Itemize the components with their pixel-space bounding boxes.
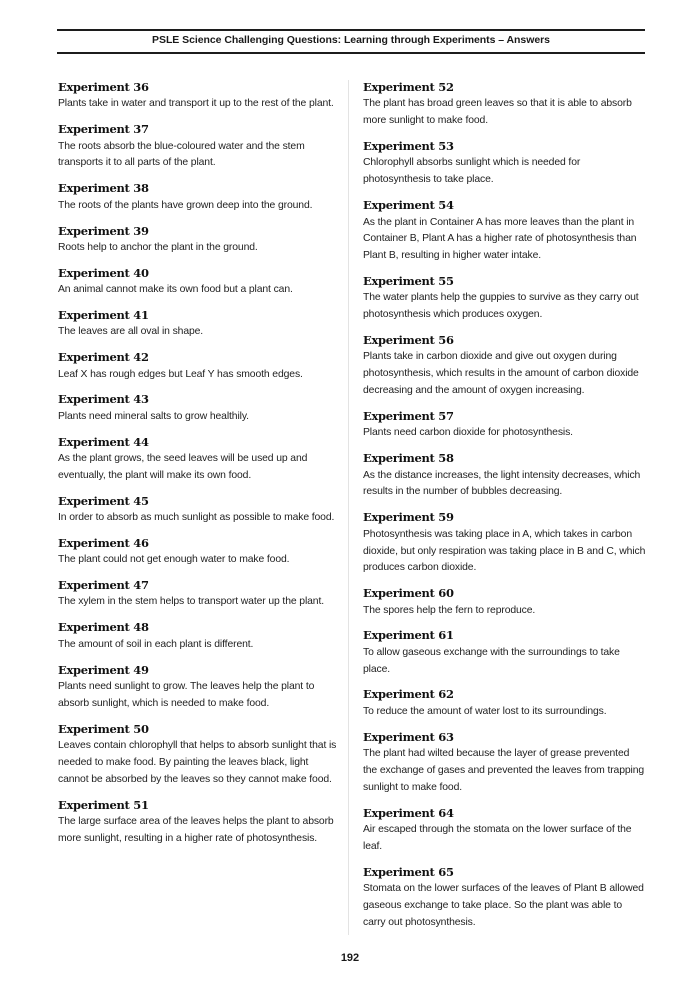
running-head bbox=[57, 29, 645, 54]
experiment-answer-text: Photosynthesis was taking place in A, which takes in carbon dioxide, but only respiration was taking place in B and C, which produces carbon dioxide. bbox=[363, 528, 646, 574]
header-title: PSLE Science Challenging Questions: Learning through Experiments – Answers bbox=[152, 34, 550, 46]
experiment-answer-text: Leaves contain chlorophyll that helps to absorb sunlight that is needed to make food. By painting the leaves black, light cannot be absorbed by the leaves so they cannot make food. bbox=[58, 739, 337, 785]
answers-columns bbox=[58, 80, 646, 935]
experiment-answer-text: Stomata on the lower surfaces of the leaves of Plant B allowed gaseous exchange to take place. So the plant was able to carry out photosynthesis. bbox=[363, 883, 644, 928]
experiment-heading: Experiment 63 bbox=[363, 729, 454, 744]
experiment-answer-text: As the distance increases, the light intensity decreases, which results in the number of bubbles decreasing. bbox=[363, 469, 641, 498]
experiment-heading: Experiment 57 bbox=[363, 409, 454, 423]
answer-entry bbox=[363, 409, 646, 442]
experiment-answer-text: The water plants help the guppies to survive as they carry out photosynthesis which produces oxygen. bbox=[363, 292, 639, 321]
page-number: 192 bbox=[340, 952, 360, 964]
experiment-answer-text: The amount of soil in each plant is different. bbox=[58, 638, 254, 650]
answer-entry bbox=[58, 435, 341, 485]
experiment-heading: Experiment 60 bbox=[363, 586, 454, 601]
experiment-answer-text: The plant could not get enough water to make food. bbox=[58, 554, 290, 566]
experiment-answer-text: The plant had wilted because the layer of grease prevented the exchange of gases and prevented the leaves from trapping sunlight to make food. bbox=[363, 748, 645, 793]
experiment-heading: Experiment 38 bbox=[58, 181, 149, 196]
answer-entry bbox=[58, 578, 341, 611]
answer-entry bbox=[58, 620, 341, 653]
answer-entry bbox=[58, 722, 341, 789]
experiment-answer-text: Plants need carbon dioxide for photosynthesis. bbox=[363, 427, 573, 439]
left-column bbox=[58, 80, 341, 935]
answer-entry bbox=[58, 266, 341, 299]
experiment-heading: Experiment 46 bbox=[58, 535, 149, 550]
experiment-answer-text: Plants take in water and transport it up to the rest of the plant. bbox=[58, 98, 334, 110]
experiment-answer-text: Plants take in carbon dioxide and give out oxygen during photosynthesis, which results in the amount of carbon dioxide decreasing and the amount of oxygen increasing. bbox=[363, 351, 639, 397]
answer-entry bbox=[363, 510, 646, 577]
experiment-answer-text: An animal cannot make its own food but a plant can. bbox=[58, 284, 293, 296]
experiment-heading: Experiment 41 bbox=[58, 307, 149, 322]
experiment-heading: Experiment 55 bbox=[363, 274, 454, 289]
experiment-heading: Experiment 51 bbox=[58, 797, 149, 812]
experiment-answer-text: As the plant in Container A has more leaves than the plant in Container B, Plant A has a higher rate of photosynthesis than Plant B, resulting in higher water intake. bbox=[363, 216, 637, 262]
experiment-answer-text: Roots help to anchor the plant in the ground. bbox=[58, 241, 258, 253]
experiment-heading: Experiment 42 bbox=[58, 350, 149, 365]
experiment-answer-text: In order to absorb as much sunlight as possible to make food. bbox=[58, 512, 335, 524]
experiment-heading: Experiment 47 bbox=[58, 578, 149, 593]
experiment-heading: Experiment 58 bbox=[363, 451, 454, 466]
experiment-answer-text: Chlorophyll absorbs sunlight which is needed for photosynthesis to take place. bbox=[363, 157, 581, 186]
answer-entry bbox=[363, 687, 646, 720]
experiment-heading: Experiment 64 bbox=[363, 805, 454, 820]
answer-entry bbox=[58, 80, 341, 113]
answer-entry bbox=[363, 333, 646, 400]
experiment-heading: Experiment 48 bbox=[58, 620, 149, 635]
experiment-answer-text: The leaves are all oval in shape. bbox=[58, 326, 204, 338]
experiment-heading: Experiment 45 bbox=[58, 493, 149, 508]
experiment-heading: Experiment 43 bbox=[58, 392, 149, 407]
experiment-heading: Experiment 61 bbox=[363, 628, 454, 643]
answer-entry bbox=[363, 274, 646, 324]
answer-entry bbox=[58, 181, 341, 214]
experiment-heading: Experiment 56 bbox=[363, 333, 454, 348]
experiment-answer-text: The roots of the plants have grown deep into the ground. bbox=[58, 199, 313, 211]
answer-entry bbox=[363, 80, 646, 130]
answer-entry bbox=[58, 350, 341, 383]
experiment-answer-text: The spores help the fern to reproduce. bbox=[363, 604, 536, 616]
answer-entry bbox=[58, 224, 341, 257]
experiment-heading: Experiment 50 bbox=[58, 721, 149, 736]
experiment-heading: Experiment 62 bbox=[363, 687, 454, 702]
experiment-answer-text: The xylem in the stem helps to transport water up the plant. bbox=[58, 596, 324, 608]
answer-entry bbox=[58, 392, 341, 425]
experiment-heading: Experiment 37 bbox=[58, 122, 149, 137]
experiment-answer-text: To allow gaseous exchange with the surroundings to take place. bbox=[363, 646, 620, 675]
experiment-answer-text: Leaf X has rough edges but Leaf Y has smooth edges. bbox=[58, 368, 303, 380]
right-column bbox=[363, 80, 646, 935]
experiment-answer-text: Plants need mineral salts to grow healthily. bbox=[58, 410, 249, 422]
answer-entry bbox=[363, 451, 646, 501]
answer-entry bbox=[363, 730, 646, 797]
answer-entry bbox=[58, 536, 341, 569]
experiment-heading: Experiment 44 bbox=[58, 434, 149, 449]
answer-entry bbox=[58, 798, 341, 848]
experiment-heading: Experiment 49 bbox=[58, 662, 149, 677]
answer-entry bbox=[363, 628, 646, 678]
experiment-answer-text: Plants need sunlight to grow. The leaves help the plant to absorb sunlight, which is needed to make food. bbox=[58, 680, 315, 709]
experiment-heading: Experiment 40 bbox=[58, 265, 149, 280]
answer-entry bbox=[58, 308, 341, 341]
experiment-heading: Experiment 39 bbox=[58, 223, 149, 238]
answer-entry bbox=[363, 139, 646, 189]
answer-entry bbox=[363, 198, 646, 265]
experiment-heading: Experiment 36 bbox=[58, 80, 149, 94]
answer-entry bbox=[363, 586, 646, 619]
experiment-answer-text: Air escaped through the stomata on the lower surface of the leaf. bbox=[363, 823, 632, 852]
experiment-heading: Experiment 65 bbox=[363, 864, 454, 879]
experiment-heading: Experiment 54 bbox=[363, 198, 454, 213]
experiment-heading: Experiment 52 bbox=[363, 80, 454, 94]
experiment-heading: Experiment 59 bbox=[363, 510, 454, 525]
experiment-answer-text: The large surface area of the leaves helps the plant to absorb more sunlight, resulting in a higher rate of photosynthesis. bbox=[58, 815, 334, 844]
experiment-answer-text: As the plant grows, the seed leaves will be used up and eventually, the plant will make its own food. bbox=[58, 452, 308, 481]
answer-entry bbox=[363, 865, 646, 932]
answer-entry bbox=[363, 806, 646, 856]
answer-entry bbox=[58, 663, 341, 713]
experiment-answer-text: The plant has broad green leaves so that it is able to absorb more sunlight to make food. bbox=[363, 98, 632, 127]
header-rule-bottom bbox=[57, 52, 645, 54]
experiment-answer-text: To reduce the amount of water lost to its surroundings. bbox=[363, 705, 607, 717]
answer-entry bbox=[58, 122, 341, 172]
experiment-answer-text: The roots absorb the blue-coloured water and the stem transports it to all parts of the plant. bbox=[58, 140, 305, 169]
experiment-heading: Experiment 53 bbox=[363, 139, 454, 154]
answer-entry bbox=[58, 494, 341, 527]
